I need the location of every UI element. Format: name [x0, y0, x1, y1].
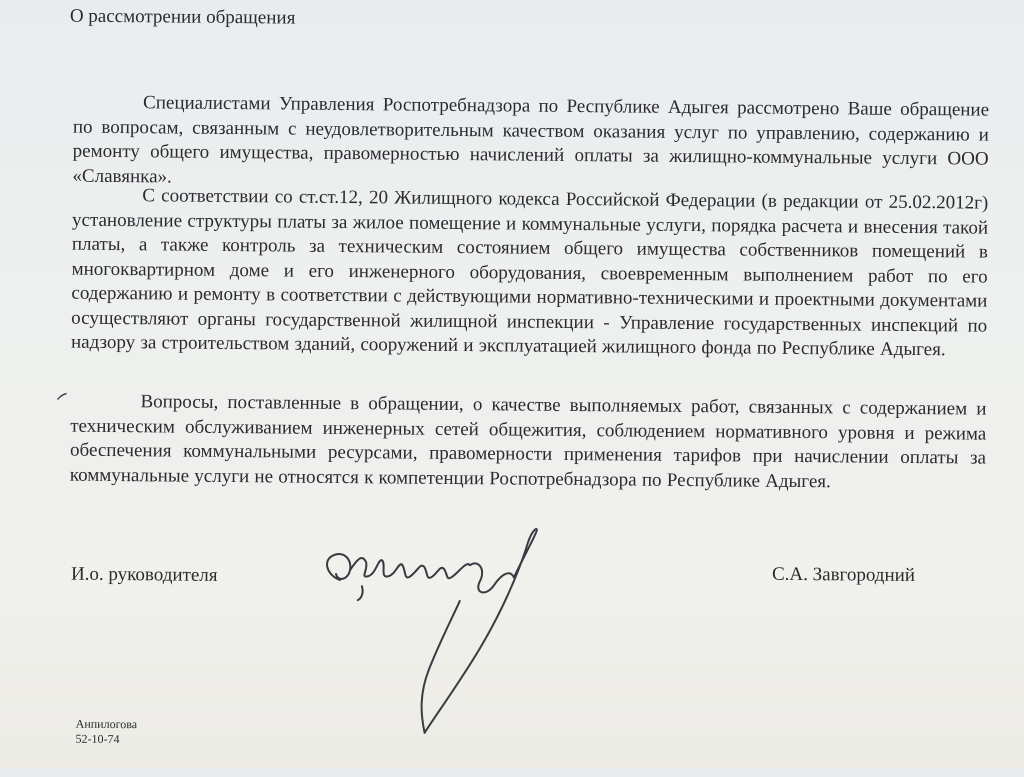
executor-phone: 52-10-74: [75, 731, 120, 747]
paragraph-1: Специалистами Управления Роспотребнадзора по Республике Адыгея рассмотрено Ваше обращение по вопросам, связанным с неудовлетворительным качеством оказания услуг по управлению, содержанию и ремонту общего имущества, правомерностью начислений оплаты за жилищно-коммунальные услуги ООО «Славянка».: [72, 92, 990, 188]
signatory-name: С.А. Завгородний: [771, 563, 916, 587]
executor-name: Анпилогова: [75, 716, 138, 732]
executor-block: [75, 717, 137, 748]
signatory-title: И.о. руководителя: [70, 563, 218, 586]
letter-subject: О рассмотрении обращения: [69, 5, 296, 29]
handwritten-signature: [309, 518, 551, 745]
pen-mark: [57, 393, 69, 401]
paragraph-2: С соответствии со ст.ст.12, 20 Жилищного кодекса Российской Федерации (в редакции от 25.02.2012г) установление структуры платы за жилое помещение и коммунальные услуги, порядка расчета и внесения такой платы, а также контроль за техническим состоянием общего имущества собственников помещений в многоквартирном доме и его инженерного оборудования, своевременным выполнением работ по его содержанию и ремонту в соответствии с действующими нормативно-техническими и проектными документами осуществляют органы государственной жилищной инспекции - Управление государственных инспекций по надзору за строительством зданий, сооружений и эксплуатацией жилищного фонда по Республике Адыгея.: [70, 185, 989, 361]
paragraph-3: Вопросы, поставленные в обращении, о качестве выполняемых работ, связанных с содержанием и техническим обслуживанием инженерных сетей общежития, соблюдением нормативного уровня и режима обеспечения коммунальными ресурсами, правомерности применения тарифов при начислении оплаты за коммунальные услуги не относятся к компетенции Роспотребнадзора по Республике Адыгея.: [69, 391, 987, 492]
